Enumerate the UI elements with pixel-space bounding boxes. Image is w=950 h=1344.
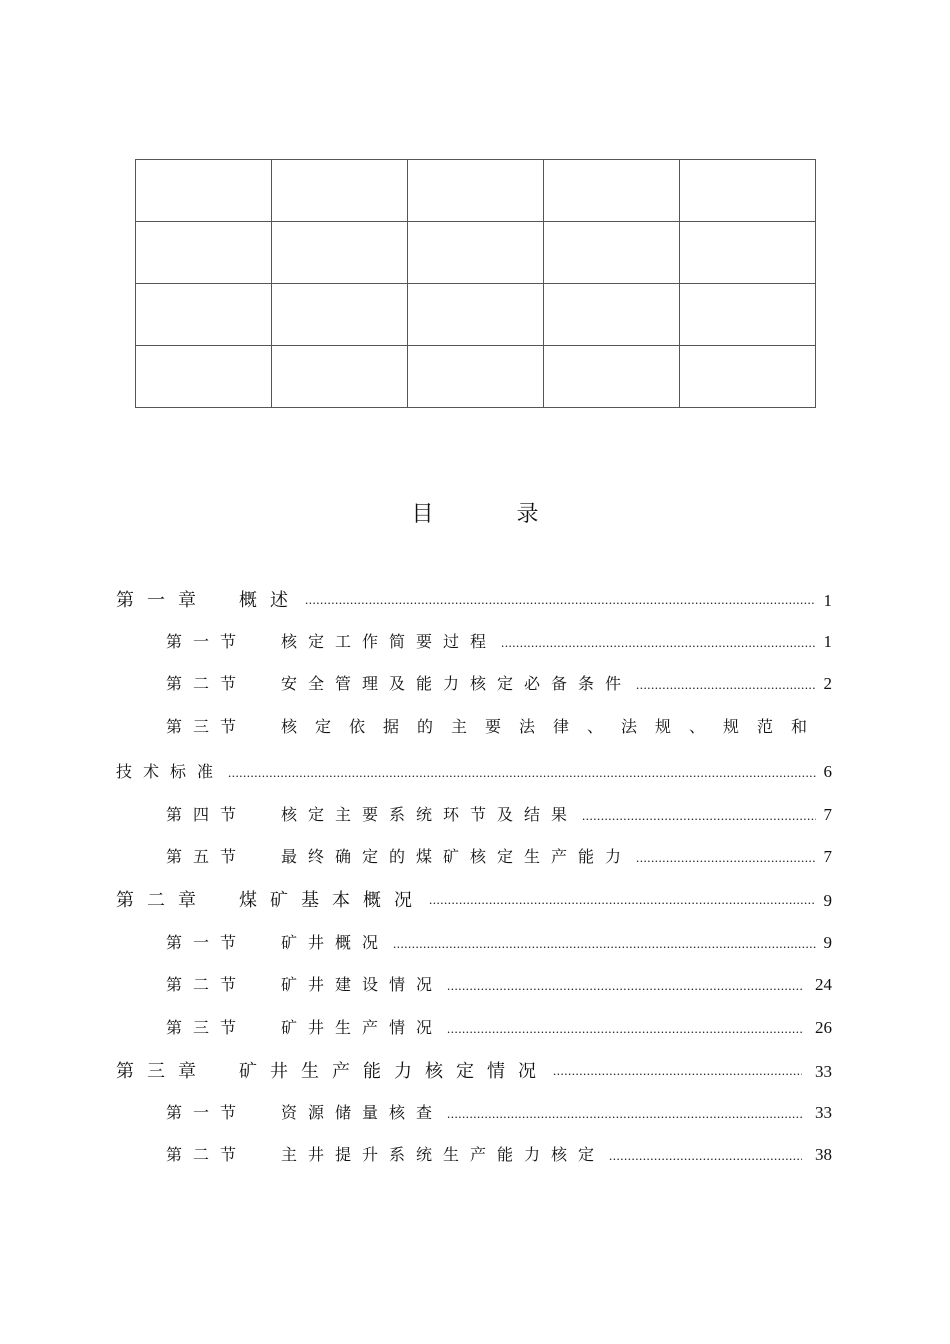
toc-leader [609,1145,802,1161]
toc-entry-title: 概述 [239,590,301,611]
toc-entry-title: 矿井概况 [281,933,390,952]
toc-entry-title: 安全管理及能力核定必备条件 [281,674,633,693]
toc-label: 第四节 [166,805,248,824]
table-cell [680,160,816,222]
toc-chapter-1[interactable] [116,586,832,612]
toc-leader [582,805,816,821]
table-cell [544,160,680,222]
toc-entry-title: 煤矿基本概况 [239,890,425,911]
toc-entry-title: 主井提升系统生产能力核定 [281,1145,606,1164]
toc-entry-title-continued: 技术标准 [116,762,225,781]
toc-title: 目 录 [411,502,577,527]
toc-page-number: 7 [823,805,832,824]
toc-label: 第二节 [166,1145,248,1164]
toc-leader [553,1060,802,1078]
toc-page-number: 9 [823,891,832,910]
toc-entry-title: 核定工作简要过程 [281,632,498,651]
toc-section[interactable] [166,1015,832,1038]
toc-section[interactable] [166,972,832,995]
table-cell [136,222,272,284]
table-row [136,284,816,346]
table-cell [544,346,680,408]
toc-entry-title: 资源储量核查 [281,1103,444,1122]
table-cell [408,222,544,284]
toc-entry-title: 矿井生产能力核定情况 [239,1061,549,1082]
toc-entry-title: 最终确定的煤矿核定生产能力 [281,847,633,866]
table-cell [544,222,680,284]
toc-page-number: 33 [815,1103,832,1122]
toc-label: 第二节 [166,674,248,693]
table-row [136,160,816,222]
toc-page-number: 9 [823,933,832,952]
table-cell [408,160,544,222]
toc-entry-title: 矿井生产情况 [281,1018,444,1037]
toc-leader [429,889,816,907]
toc-leader [501,632,816,648]
toc-chapter-2[interactable] [116,886,832,912]
toc-label: 第三节 [166,717,248,736]
toc-page-number: 7 [823,847,832,866]
table-cell [680,346,816,408]
toc-leader [305,589,816,607]
toc-label: 第三节 [166,1018,248,1037]
toc-page-number: 33 [815,1062,832,1081]
toc-page-number: 1 [823,632,832,651]
toc-section[interactable] [166,714,832,737]
toc-page-number: 24 [815,975,832,994]
toc-section[interactable] [166,629,832,652]
table-cell [408,346,544,408]
table-cell [136,284,272,346]
toc-label: 第二章 [116,890,209,911]
table-cell [544,284,680,346]
table-cell [272,284,408,346]
table-cell [136,346,272,408]
toc-leader [447,1103,802,1119]
table-cell [272,160,408,222]
toc-leader [447,1018,802,1034]
toc-chapter-3[interactable] [116,1057,832,1083]
toc-leader [636,674,816,690]
toc-section[interactable] [166,802,832,825]
table-cell [408,284,544,346]
toc-section[interactable] [166,671,832,694]
toc-page-number: 38 [815,1145,832,1164]
toc-label: 第一节 [166,933,248,952]
toc-leader [447,975,802,991]
toc-page-number: 1 [823,591,832,610]
toc-label: 第一节 [166,1103,248,1122]
toc-label: 第三章 [116,1061,209,1082]
toc-section[interactable] [166,1142,832,1165]
toc-label: 第一节 [166,632,248,651]
toc-section[interactable] [166,844,832,867]
toc-entry-title: 矿井建设情况 [281,975,444,994]
table-cell [272,346,408,408]
blank-table [135,159,816,408]
toc-page-number: 26 [815,1018,832,1037]
toc-leader [393,933,816,949]
table-row [136,346,816,408]
table-cell [136,160,272,222]
toc-section[interactable] [166,930,832,953]
toc-label: 第一章 [116,590,209,611]
table-cell [272,222,408,284]
toc-section[interactable] [166,1100,832,1123]
toc-section-continued[interactable] [116,759,832,782]
toc-page-number: 6 [823,762,832,781]
toc-entry-title: 核定主要系统环节及结果 [281,805,579,824]
toc-label: 第五节 [166,847,248,866]
toc-page-number: 2 [823,674,832,693]
table-row [136,222,816,284]
toc-leader [228,762,816,778]
toc-label: 第二节 [166,975,248,994]
table-cell [680,284,816,346]
toc-leader [636,847,816,863]
toc-entry-title: 核定依据的主要法律、法规、规范和 [281,717,826,736]
table-cell [680,222,816,284]
